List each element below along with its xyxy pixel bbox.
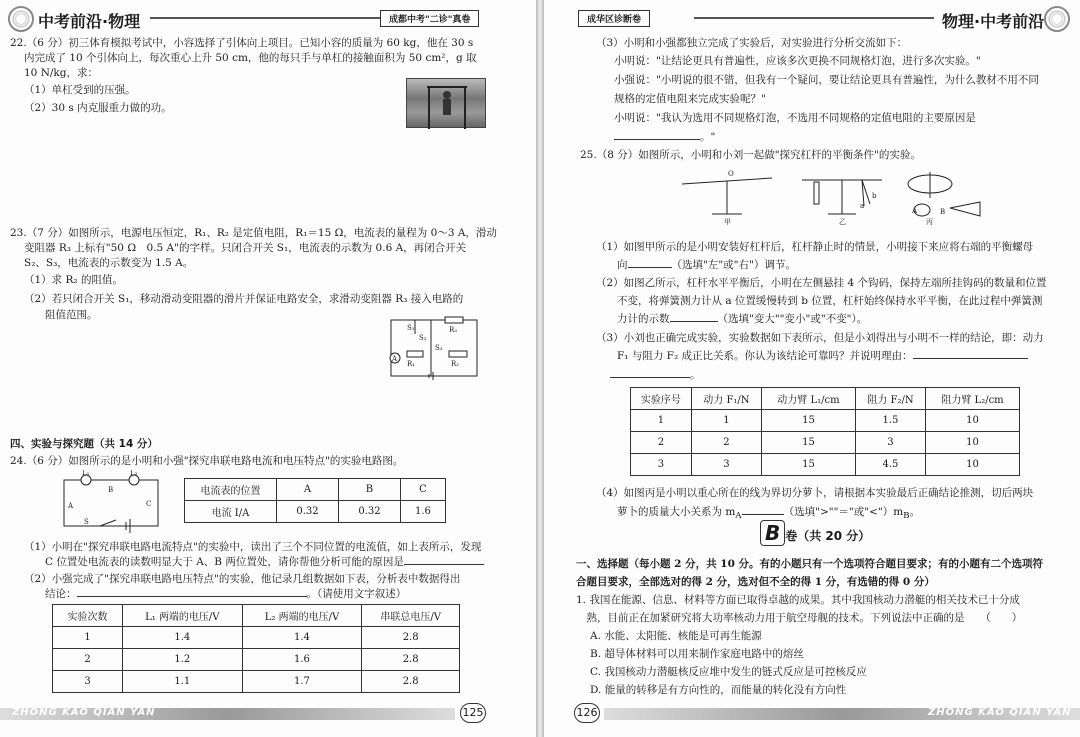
section-b-letter: B: [760, 520, 785, 546]
left-page: [0, 0, 536, 737]
prev-line-1: （3）小明和小强都独立完成了实验后，对实验进行分析交流如下：: [596, 37, 908, 49]
q25-part-2c-end: （选填"变大""变小"或"不变"）。: [717, 313, 868, 325]
fig-label-yi: 乙: [839, 218, 846, 226]
q24-part-1b: [24, 555, 404, 569]
left-brand: 中考前沿·物理: [38, 12, 141, 31]
voltage-cell: 2: [53, 649, 123, 671]
choice-heading-1: 一、选择题（每小题 2 分，共 10 分。有的小题只有一个选项符合题目要求；有的小题有二个选项符: [576, 558, 1044, 570]
lever-cell: 15: [761, 454, 855, 476]
current-value-a: 0.32: [277, 501, 339, 523]
lever-cell: 10: [926, 432, 1020, 454]
fig-label-bing: 丙: [926, 218, 933, 226]
voltage-cell: 2.8: [362, 649, 460, 671]
lever-cell: 3: [631, 454, 692, 476]
fig-label-A: A: [912, 207, 918, 215]
lever-header: 阻力 F₂/N: [855, 388, 925, 410]
q23-part-2: （2）若只闭合开关 S₁，移动滑动变阻器的滑片并保证电路安全，求滑动变阻器 R₃ 接入电路的: [24, 293, 464, 305]
label-r1: R₁: [407, 360, 416, 368]
q25-part-3c-end: 。: [690, 369, 701, 381]
voltage-cell: 2.8: [362, 627, 460, 649]
q22-part-2: （2）30 s 内克服重力做的功。: [24, 102, 172, 114]
lever-cell: 15: [761, 432, 855, 454]
left-paper-tag: 成都中考"二诊"真卷: [380, 10, 479, 27]
q24-part-2b: [24, 587, 406, 601]
header-circle-icon: [8, 6, 34, 32]
q24-part-1: （1）小明在"探究串联电路电流特点"的实验中，读出了三个不同位置的电流值，如上表所示，发现: [24, 541, 482, 553]
voltage-cell: 1.4: [123, 627, 243, 649]
label-l1: L₁: [82, 470, 90, 477]
fig-label-a: a: [860, 202, 865, 210]
q1-stem-2: 熟，目前正在加紧研究将大功率核动力用于航空母舰的技术。下列说法中正确的是 （ ）: [576, 612, 1023, 624]
q1-option-c[interactable]: C. 我国核动力潜艇核反应堆中发生的链式反应是可控核反应: [590, 666, 867, 678]
q24-line-1: 24.（6 分）如图所示的是小明和小强"探究串联电路电流和电压特点"的实验电路图。: [10, 455, 404, 467]
label-l2: L₂: [130, 470, 138, 477]
q1-option-d[interactable]: D. 能量的转移是有方向性的，而能量的转化没有方向性: [590, 684, 847, 696]
label-s: S: [84, 518, 89, 526]
voltage-cell: 1: [53, 627, 123, 649]
lever-cell: 2: [631, 432, 692, 454]
fig-label-jia: 甲: [724, 218, 731, 226]
answer-blank[interactable]: [77, 596, 307, 597]
voltage-table: [52, 604, 460, 693]
label-s2: S₂: [419, 334, 427, 342]
answer-blank[interactable]: [742, 514, 784, 515]
q23-part-1: （1）求 R₂ 的阻值。: [24, 274, 123, 286]
answer-blank[interactable]: [913, 358, 1028, 359]
current-header-a: A: [277, 479, 339, 501]
lever-cell: 10: [926, 410, 1020, 432]
label-s1: S₁: [407, 324, 415, 332]
lever-cell: 4.5: [855, 454, 925, 476]
q22-line-1: 22.（6 分）初三体育模拟考试中，小容选择了引体向上项目。已知小容的质量为 60 kg，他在 30 s: [10, 37, 474, 49]
q24-part-2: （2）小强完成了"探究串联电路电压特点"的实验，他记录几组数据如下表，分析表中数据得出: [24, 573, 461, 585]
q25-part-3b: [596, 349, 1072, 363]
answer-blank[interactable]: [670, 321, 718, 322]
current-value-b: 0.32: [338, 501, 400, 523]
q1-option-b[interactable]: B. 超导体材料可以用来制作家庭电路中的熔丝: [590, 648, 804, 660]
right-paper-tag: 成华区诊断卷: [578, 10, 650, 27]
lever-cell: 1: [691, 410, 761, 432]
answer-blank[interactable]: [614, 139, 700, 140]
answer-blank[interactable]: [628, 267, 672, 268]
q25-part-3b-text: F₁ 与阻力 F₂ 成正比关系。你认为该结论可靠吗？并说明理由：: [596, 350, 913, 362]
lever-cell: 3: [691, 454, 761, 476]
q23-part-2b: 阻值范围。: [24, 309, 98, 321]
q25-part-4b: 萝卜的质量大小关系为 $m_A$ （选填">""＝"或"$<")m_B$。: [596, 506, 921, 522]
lever-header: 动力臂 L₁/cm: [761, 388, 855, 410]
footer-text: ZHONG KAO QIAN YAN: [928, 707, 1072, 718]
q25-part-1b: [596, 258, 796, 272]
q22-part-1: （1）单杠受到的压强。: [24, 84, 136, 96]
fig-label-b: b: [872, 192, 877, 200]
lever-cell: 1.5: [855, 410, 925, 432]
voltage-header: 串联总电压/V: [362, 605, 460, 627]
q23-line-3: S₂、S₃，电流表的示数变为 1.5 A。: [24, 257, 194, 269]
q22-line-2: 内完成了 10 个引体向上，每次重心上升 50 cm，他的每只手与单杠的接触面积为 50 cm²，g 取: [24, 52, 477, 64]
right-page: [544, 0, 1080, 737]
voltage-header: L₁ 两端的电压/V: [123, 605, 243, 627]
book-gutter: [536, 0, 544, 737]
label-r2: R₂: [451, 360, 460, 368]
label-ammeter: A: [392, 355, 398, 363]
q24-circuit-diagram: [60, 470, 162, 534]
q24-part-1b-text: C 位置处电流表的读数明显大于 A、B 两位置处，请你帮他分析可能的原因是: [24, 556, 404, 568]
lever-cell: 15: [761, 410, 855, 432]
lever-cell: 10: [926, 454, 1020, 476]
current-header-position: 电流表的位置: [185, 479, 277, 501]
lever-table: [630, 387, 1020, 476]
voltage-cell: 1.6: [242, 649, 362, 671]
fig-label-o: O: [728, 170, 734, 178]
q25-part-2b: 不变，将弹簧测力计从 a 位置缓慢转到 b 位置，杠杆始终保持水平平衡，在此过程中弹簧测: [596, 295, 1043, 307]
voltage-header: 实验次数: [53, 605, 123, 627]
page-number: 125: [460, 703, 486, 723]
header-rule: [150, 17, 380, 19]
voltage-cell: 1.7: [242, 671, 362, 693]
q25-part-2c: [596, 312, 867, 326]
answer-blank[interactable]: [610, 377, 690, 378]
q25-part-2c-text: 力计的示数: [596, 313, 670, 325]
lever-figures: [674, 164, 994, 226]
q23-line-2: 变阻器 R₃ 上标有"50 Ω 0.5 A"的字样。只闭合开关 S₁，电流表的示数为 0.6 A，再闭合开关: [24, 242, 467, 254]
prev-line-2: 小明说："让结论更具有普遍性，应该多次更换不同规格灯泡，进行多次实验。": [614, 55, 981, 67]
q25-line-1: 25.（8 分）如图所示，小明和小刘一起做"探究杠杆的平衡条件"的实验。: [580, 149, 921, 161]
q25-part-1b-end: （选填"左"或"右"）调节。: [671, 259, 796, 271]
q22-line-3: 10 N/kg，求：: [24, 67, 99, 79]
lever-cell: 1: [631, 410, 692, 432]
q25-part-3: （3）小刘也正确完成实验，实验数据如下表所示，但是小刘得出与小明不一样的结论，即：动力: [596, 332, 1044, 344]
pull-up-photo: [406, 78, 486, 128]
label-c: C: [146, 500, 152, 508]
section-4-heading: 四、实验与探究题（共 14 分）: [10, 438, 158, 450]
lever-header: 实验序号: [631, 388, 692, 410]
voltage-cell: 2.8: [362, 671, 460, 693]
lever-cell: 2: [691, 432, 761, 454]
prev-line-3: 小强说："小明说的很不错，但我有一个疑问，要让结论更具有普遍性，为什么教材不用不同: [614, 74, 1039, 86]
prev-line-5: 小明说："我认为选用不同规格灯泡，不选用不同规格的定值电阻的主要原因是: [614, 112, 976, 124]
header-rule: [694, 17, 934, 19]
choice-heading-2: 合题目要求，全部选对的得 2 分，选对但不全的得 1 分，有选错的得 0 分）: [576, 576, 935, 588]
prev-line-6: [614, 130, 715, 144]
voltage-cell: 1.1: [123, 671, 243, 693]
q1-stem-1: 1. 我国在能源、信息、材料等方面已取得卓越的成果。其中我国核动力潜艇的相关技术已十分成: [576, 594, 1020, 606]
section-b-subtitle: 卷（共 20 分）: [785, 529, 871, 543]
q25-part-4b-text: 萝卜的质量大小关系为 m: [596, 506, 736, 518]
right-brand: 物理·中考前沿: [942, 12, 1045, 31]
footer-text: ZHONG KAO QIAN YAN: [12, 707, 156, 718]
voltage-header: L₂ 两端的电压/V: [242, 605, 362, 627]
q25-part-4b-end: （选填">""＝"或"<"）m: [783, 506, 904, 518]
prev-line-4: 规格的定值电阻来完成实验呢？": [614, 93, 766, 105]
q24-conclusion-label: 结论：: [24, 588, 77, 600]
answer-blank[interactable]: [404, 564, 484, 565]
q1-option-a[interactable]: A. 水能、太阳能、核能是可再生能源: [590, 630, 762, 642]
voltage-cell: 3: [53, 671, 123, 693]
lever-header: 动力 F₁/N: [691, 388, 761, 410]
current-value-c: 1.6: [400, 501, 445, 523]
page-number: 126: [574, 703, 600, 723]
prev-line-6-end: 。": [700, 131, 716, 143]
label-b: B: [108, 486, 114, 494]
q25-part-1: （1）如图甲所示的是小明安装好杠杆后，杠杆静止时的情景，小明接下来应将右端的平衡螺母: [596, 241, 1034, 253]
voltage-cell: 1.4: [242, 627, 362, 649]
q25-part-1b-text: 向: [596, 259, 628, 271]
q24-conclusion-note: 。（请使用文字叙述）: [306, 588, 407, 600]
current-table: [184, 478, 446, 523]
current-row-label: 电流 I/A: [185, 501, 277, 523]
label-s3: S₃: [435, 344, 443, 352]
q25-part-2: （2）如图乙所示，杠杆水平平衡后，小明在左侧悬挂 4 个钩码，保持左端所挂钩码的数量和位置: [596, 277, 1047, 289]
current-header-c: C: [400, 479, 445, 501]
lever-header: 阻力臂 L₂/cm: [926, 388, 1020, 410]
header-circle-icon: [1044, 6, 1070, 32]
voltage-cell: 1.2: [123, 649, 243, 671]
q23-line-1: 23.（7 分）如图所示，电源电压恒定，R₁、R₂ 是定值电阻，R₁＝15 Ω，电流表的量程为 0～3 A，滑动: [10, 227, 497, 239]
label-r3: R₃: [449, 326, 458, 334]
q23-circuit-diagram: [385, 314, 485, 380]
q25-part-4: （4）如图丙是小明以重心所在的线为界切分萝卜，请根据本实验最后正确结论推测，切后两块: [596, 487, 1034, 499]
current-header-b: B: [338, 479, 400, 501]
section-b-title: [760, 521, 871, 545]
lever-cell: 3: [855, 432, 925, 454]
q25-part-3c: [610, 368, 701, 382]
label-a: A: [68, 502, 74, 510]
fig-label-B: B: [940, 208, 946, 216]
